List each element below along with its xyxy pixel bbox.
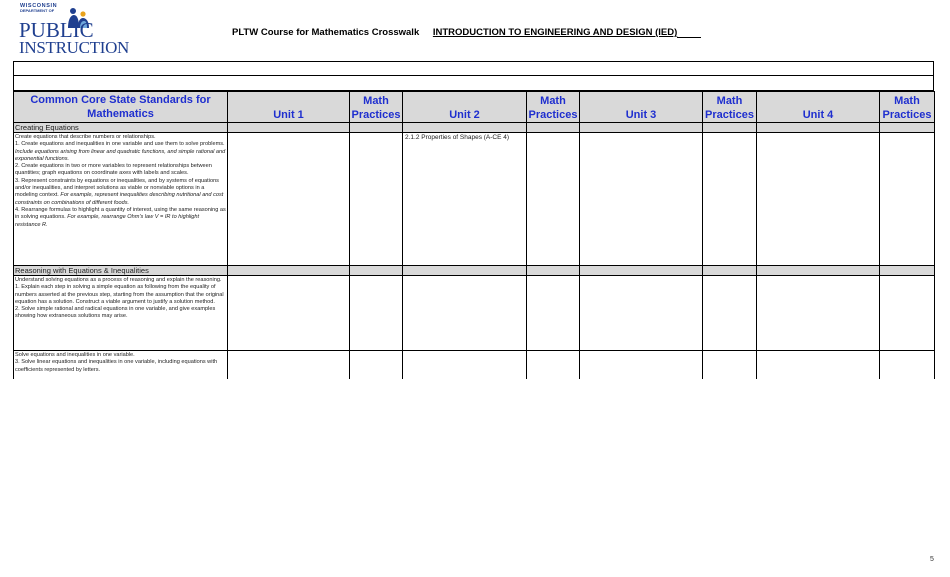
crosswalk-table bbox=[13, 91, 935, 379]
math-practices-4-cell[interactable] bbox=[880, 351, 935, 379]
course-subtitle: INTRODUCTION TO ENGINEERING AND DESIGN (IED) bbox=[432, 27, 678, 38]
math-practices-4-cell[interactable] bbox=[880, 133, 935, 266]
unit-3-cell[interactable] bbox=[580, 133, 703, 266]
blank-header-row-1 bbox=[13, 61, 934, 76]
blank-header-row-2 bbox=[13, 76, 934, 91]
standard-text: 3. Solve linear equations and inequalities in one variable, including equations with coefficients represented by letters. bbox=[15, 359, 218, 373]
math-practices-3-cell[interactable] bbox=[703, 133, 757, 266]
logo-public-text: PUBLIC bbox=[19, 18, 94, 42]
standard-example-text: Include equations arising from linear and quadratic functions, and simple rational and exponential functions. bbox=[15, 148, 226, 162]
unit-3-cell[interactable] bbox=[580, 276, 703, 351]
math-practices-3-cell[interactable] bbox=[703, 276, 757, 351]
table-row bbox=[14, 351, 935, 379]
column-header-unit-2: Unit 2 bbox=[403, 92, 527, 123]
math-practices-1-cell[interactable] bbox=[350, 276, 403, 351]
unit-4-cell[interactable] bbox=[757, 351, 880, 379]
standard-text: 2. Solve simple rational and radical equations in one variable, and give examples showing how extraneous solutions may arise. bbox=[15, 306, 216, 320]
column-header-math-practices-4: Math Practices bbox=[880, 92, 935, 123]
column-header-unit-4: Unit 4 bbox=[757, 92, 880, 123]
page-number: 5 bbox=[930, 556, 934, 563]
crosswalk-grid bbox=[13, 61, 934, 379]
section-header-row bbox=[14, 266, 935, 276]
logo-instruction-text: INSTRUCTION bbox=[19, 38, 130, 57]
column-header-math-practices-1: Math Practices bbox=[350, 92, 403, 123]
unit-2-cell[interactable]: 2.1.2 Properties of Shapes (A-CE 4) bbox=[403, 133, 527, 266]
column-header-math-practices-2: Math Practices bbox=[527, 92, 580, 123]
standard-text: 3. Represent constraints by equations or inequalities, and by systems of equations and/or inequalities, and interpret solutions as viable or nonviable options in a modeling context. bbox=[15, 177, 219, 199]
standard-text: 1. Explain each step in solving a simple equation as following from the equality of numbers asserted at the previous step, starting from the assumption that the original equation has a solution. Construct a viable argument to justify a solution method. bbox=[15, 284, 224, 305]
document-title bbox=[232, 27, 701, 38]
unit-1-cell[interactable] bbox=[228, 276, 350, 351]
math-practices-1-cell[interactable] bbox=[350, 133, 403, 266]
unit-1-cell[interactable] bbox=[228, 133, 350, 266]
section-header-row bbox=[14, 123, 935, 133]
standard-text: 2. Create equations in two or more variables to represent relationships between quantities; graph equations on coordinate axes with labels and scales. bbox=[15, 163, 212, 177]
column-header-row bbox=[14, 92, 935, 123]
unit-3-cell[interactable] bbox=[580, 351, 703, 379]
title-underline-pad bbox=[677, 28, 701, 38]
crosswalk-title: PLTW Course for Mathematics Crosswalk bbox=[232, 27, 420, 38]
logo-state-text: WISCONSIN bbox=[20, 3, 58, 9]
logo-dept-text: DEPARTMENT OF bbox=[20, 8, 55, 13]
unit-4-cell[interactable] bbox=[757, 133, 880, 266]
standard-cluster-text: Understand solving equations as a process of reasoning and explain the reasoning. bbox=[15, 277, 222, 283]
section-title-reasoning-equations: Reasoning with Equations & Inequalities bbox=[14, 266, 228, 276]
table-row bbox=[14, 276, 935, 351]
unit-2-cell[interactable] bbox=[403, 351, 527, 379]
standard-text: 4. Rearrange formulas to highlight a quantity of interest, using the same reasoning as in solving equations. bbox=[15, 206, 226, 221]
column-header-unit-1: Unit 1 bbox=[228, 92, 350, 123]
table-row bbox=[14, 133, 935, 266]
standard-text: 1. Create equations and inequalities in one variable and use them to solve problems. bbox=[15, 141, 225, 148]
standard-cell bbox=[14, 276, 228, 351]
standard-example-text: For example, rearrange Ohm's law V = IR to highlight resistance R. bbox=[15, 214, 200, 228]
math-practices-2-cell[interactable] bbox=[527, 133, 580, 266]
standard-cell bbox=[14, 133, 228, 266]
math-practices-4-cell[interactable] bbox=[880, 276, 935, 351]
math-practices-2-cell[interactable] bbox=[527, 351, 580, 379]
standard-cluster-text: Solve equations and inequalities in one variable. bbox=[15, 352, 135, 358]
unit-4-cell[interactable] bbox=[757, 276, 880, 351]
section-title-creating-equations: Creating Equations bbox=[14, 123, 228, 133]
unit-1-cell[interactable] bbox=[228, 351, 350, 379]
column-header-ccss: Common Core State Standards for Mathematics bbox=[14, 92, 228, 123]
unit-2-cell[interactable] bbox=[403, 276, 527, 351]
math-practices-1-cell[interactable] bbox=[350, 351, 403, 379]
column-header-unit-3: Unit 3 bbox=[580, 92, 703, 123]
standard-cluster-text: Create equations that describe numbers or relationships. bbox=[15, 134, 156, 140]
standard-example-text: For example, represent inequalities describing nutritional and cost constraints on combinations of different foods. bbox=[15, 192, 224, 206]
wisconsin-dpi-logo bbox=[14, 3, 130, 58]
column-header-math-practices-3: Math Practices bbox=[703, 92, 757, 123]
math-practices-3-cell[interactable] bbox=[703, 351, 757, 379]
math-practices-2-cell[interactable] bbox=[527, 276, 580, 351]
standard-cell bbox=[14, 351, 228, 379]
